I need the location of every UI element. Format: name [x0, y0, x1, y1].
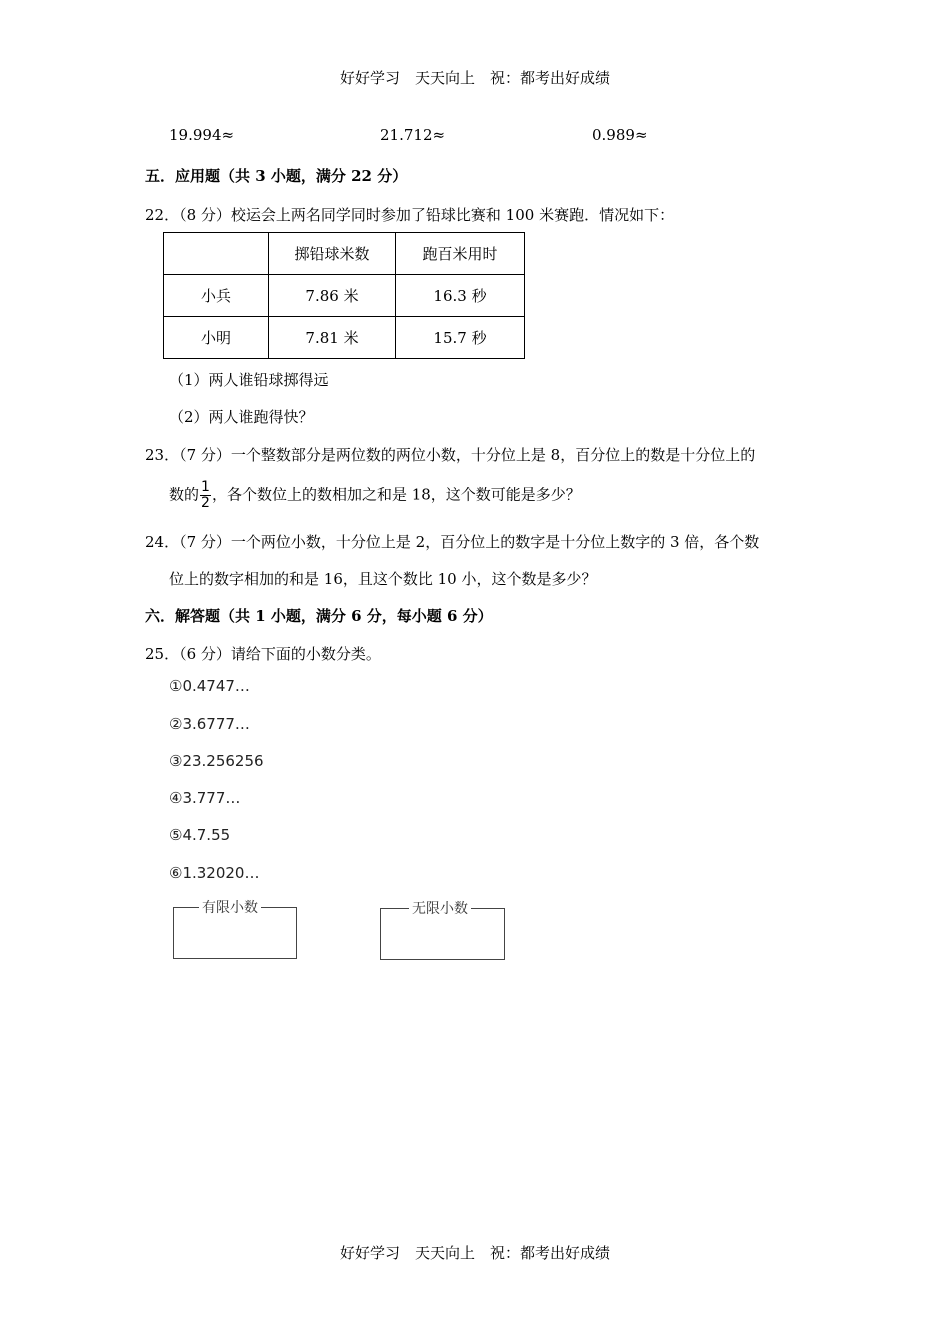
question-22-sub-1: （1）两人谁铅球掷得远	[169, 371, 329, 389]
question-24-line-1: 24．（7 分）一个两位小数，十分位上是 2，百分位上的数字是十分位上数字的 3 倍，各个数	[145, 533, 760, 551]
table-row	[164, 317, 525, 359]
table-header-row	[164, 233, 525, 275]
fraction-numerator: 1	[201, 479, 210, 495]
approx-item-2: 21.712≈	[380, 126, 446, 144]
approx-item-3: 0.989≈	[592, 126, 648, 144]
page-header: 好好学习 天天向上 祝：都考出好成绩	[339, 69, 610, 87]
table-header-cell: 跑百米用时	[396, 233, 525, 275]
section-5-title: 五．应用题（共 3 小题，满分 22 分）	[145, 167, 408, 185]
table-header-cell	[164, 233, 269, 275]
question-23-line-2	[169, 480, 581, 511]
table-header-cell: 掷铅球米数	[269, 233, 396, 275]
infinite-decimal-label: 无限小数	[409, 898, 471, 918]
list-item: ②3.6777…	[169, 715, 250, 733]
section-6-title: 六．解答题（共 1 小题，满分 6 分，每小题 6 分）	[145, 607, 493, 625]
table-cell: 15.7 秒	[396, 317, 525, 359]
score-table	[163, 232, 525, 359]
question-22-stem: 22．（8 分）校运会上两名同学同时参加了铅球比赛和 100 米赛跑．情况如下：	[145, 206, 675, 224]
list-item: ④3.777…	[169, 789, 241, 807]
list-item: ⑥1.32020…	[169, 864, 260, 882]
question-23-prefix: 数的	[169, 485, 200, 504]
approx-item-1: 19.994≈	[169, 126, 235, 144]
finite-decimal-box	[173, 900, 297, 959]
list-item: ①0.4747…	[169, 677, 250, 695]
list-item: ⑤4.7.55	[169, 826, 231, 844]
fraction	[200, 480, 211, 511]
question-23-line-1: 23．（7 分）一个整数部分是两位数的两位小数，十分位上是 8，百分位上的数是十分位上的	[145, 446, 756, 464]
finite-decimal-label: 有限小数	[199, 897, 261, 917]
question-23-suffix: ，各个数位上的数相加之和是 18，这个数可能是多少？	[211, 485, 581, 504]
table-cell: 7.86 米	[269, 275, 396, 317]
page-footer: 好好学习 天天向上 祝：都考出好成绩	[339, 1244, 610, 1262]
table-cell: 16.3 秒	[396, 275, 525, 317]
infinite-decimal-box	[380, 901, 505, 960]
table-cell: 小兵	[164, 275, 269, 317]
list-item: ③23.256256	[169, 752, 264, 770]
question-24-line-2: 位上的数字相加的和是 16，且这个数比 10 小，这个数是多少？	[169, 570, 597, 588]
question-25-stem: 25．（6 分）请给下面的小数分类。	[145, 645, 381, 663]
table-cell: 小明	[164, 317, 269, 359]
fraction-denominator: 2	[201, 495, 210, 511]
question-22-sub-2: （2）两人谁跑得快？	[169, 408, 314, 426]
table-cell: 7.81 米	[269, 317, 396, 359]
table-row	[164, 275, 525, 317]
